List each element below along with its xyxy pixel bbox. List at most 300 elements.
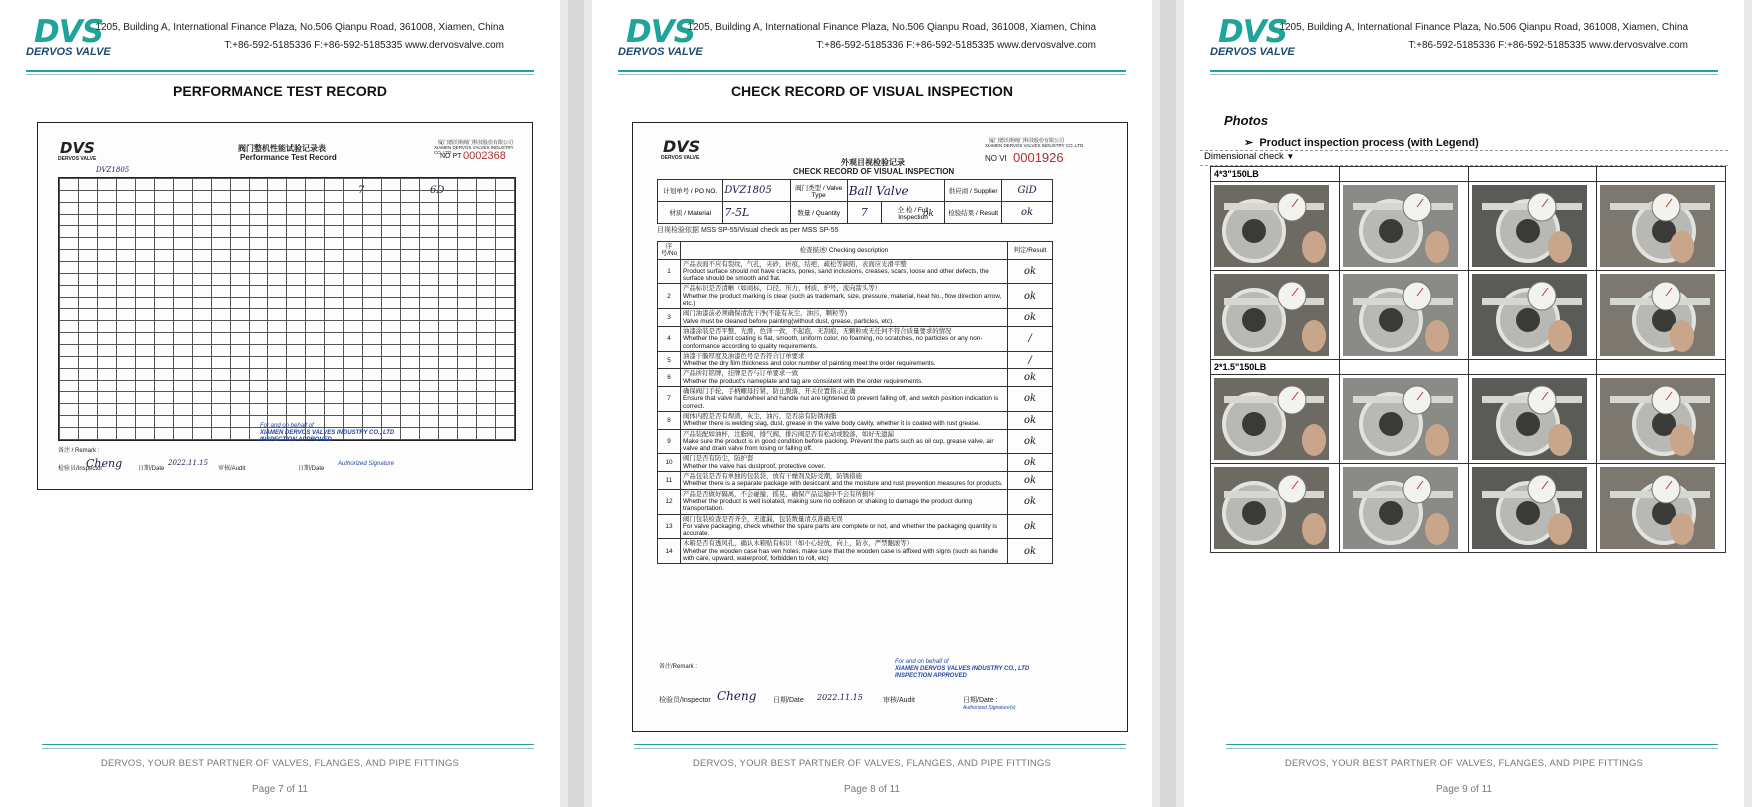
grid-cell (495, 250, 514, 262)
scan-title-en: CHECK RECORD OF VISUAL INSPECTION (793, 167, 955, 176)
inspection-photo (1214, 467, 1329, 549)
grid-cell (382, 297, 401, 309)
grid-cell (495, 333, 514, 345)
grid-cell (60, 392, 79, 404)
grid-cell (439, 285, 458, 297)
scan-title-cn: 阀门整机性能试验记录表 (238, 144, 326, 153)
caliper-photo-illustration (1214, 185, 1329, 267)
item-result: ok (1008, 284, 1053, 309)
scan-logo: DVS (60, 139, 95, 157)
grid-cell (476, 428, 495, 440)
grid-cell (420, 190, 439, 202)
grid-cell (116, 404, 135, 416)
scan-date-label: 日期/Date (773, 697, 804, 704)
item-number: 8 (658, 411, 681, 429)
grid-cell (325, 380, 344, 392)
item-number: 14 (658, 539, 681, 564)
item-result: ok (1008, 489, 1053, 514)
grid-cell (230, 321, 249, 333)
grid-cell (249, 179, 268, 191)
grid-cell (173, 297, 192, 309)
grid-cell (476, 404, 495, 416)
grid-cell (97, 226, 116, 238)
scan-company-cn: 厦门德沃斯阀门科技股份有限公司 (989, 138, 1065, 144)
grid-cell (154, 238, 173, 250)
grid-cell (458, 214, 477, 226)
grid-cell (97, 416, 116, 428)
caliper-photo-illustration (1214, 378, 1329, 460)
result-value: ok (1002, 202, 1053, 224)
caliper-photo-illustration (1214, 467, 1329, 549)
item-result: ok (1008, 429, 1053, 454)
item-number: 1 (658, 259, 681, 284)
grid-cell (249, 321, 268, 333)
grid-cell (306, 238, 325, 250)
page-gutter (1160, 0, 1176, 807)
checking-item-row (658, 454, 1053, 472)
photo-cell (1211, 271, 1340, 360)
checking-item-row (658, 259, 1053, 284)
photo-cell (1211, 375, 1340, 464)
grid-cell (230, 356, 249, 368)
grid-cell (249, 238, 268, 250)
item-description (681, 387, 1008, 412)
grid-cell (192, 226, 211, 238)
footer-slogan: DERVOS, YOUR BEST PARTNER OF VALVES, FLANGES, AND PIPE FITTINGS (692, 758, 1052, 769)
quantity-label: 数量 / Quantity (790, 202, 847, 224)
grid-cell (173, 356, 192, 368)
grid-cell (116, 202, 135, 214)
caliper-photo-illustration (1343, 274, 1458, 356)
footer-divider (634, 744, 1126, 745)
grid-cell (192, 179, 211, 191)
grid-cell (401, 392, 420, 404)
grid-cell (192, 380, 211, 392)
grid-cell (230, 368, 249, 380)
grid-cell (173, 262, 192, 274)
photos-heading: Photos (1224, 113, 1269, 128)
full-inspection-label: 全 检 / Full Inspection (881, 202, 944, 224)
item-number: 12 (658, 489, 681, 514)
photo-cell (1597, 271, 1726, 360)
grid-cell (135, 262, 154, 274)
item-description (681, 284, 1008, 309)
grid-cell (363, 333, 382, 345)
caliper-photo-illustration (1600, 378, 1715, 460)
logo-subtitle: DERVOS VALVE (618, 46, 703, 58)
grid-cell (382, 392, 401, 404)
grid-cell (135, 297, 154, 309)
scan-date-label: 日期/Date (138, 466, 165, 472)
grid-cell (154, 392, 173, 404)
grid-cell (230, 202, 249, 214)
grid-cell (476, 273, 495, 285)
scan-po-no: DVZ1805 (96, 166, 130, 174)
grid-cell (439, 273, 458, 285)
inspection-photo (1600, 467, 1715, 549)
grid-cell (382, 250, 401, 262)
grid-cell (344, 309, 363, 321)
grid-cell (249, 380, 268, 392)
grid-cell (458, 309, 477, 321)
grid-cell (325, 345, 344, 357)
inspection-photo (1343, 274, 1458, 356)
grid-cell (382, 226, 401, 238)
footer-divider (1226, 744, 1718, 745)
item-description-cn: 产品是否做好隔离，不会碰撞，摇晃，确保产品运输中不会有所损坏 (683, 490, 875, 498)
result-label: 检验结果 / Result (945, 202, 1002, 224)
grid-cell (495, 404, 514, 416)
grid-cell (211, 368, 230, 380)
grid-cell (382, 285, 401, 297)
grid-cell (363, 190, 382, 202)
grid-cell (495, 297, 514, 309)
grid-cell (382, 333, 401, 345)
company-contact: T:+86-592-5185336 F:+86-592-5185335 www.dervosvalve.com (816, 40, 1096, 51)
grid-cell (287, 250, 306, 262)
inspection-photo (1472, 274, 1587, 356)
grid-cell (344, 380, 363, 392)
grid-cell (97, 273, 116, 285)
grid-cell (173, 273, 192, 285)
grid-cell (287, 309, 306, 321)
grid-cell (268, 190, 287, 202)
grid-cell (97, 392, 116, 404)
grid-cell (401, 404, 420, 416)
grid-cell (401, 345, 420, 357)
grid-cell (116, 368, 135, 380)
grid-cell (249, 214, 268, 226)
grid-cell (97, 285, 116, 297)
grid-cell (211, 202, 230, 214)
grid-cell (420, 333, 439, 345)
grid-cell (382, 356, 401, 368)
scan-company-en: XIAMEN DERVOS VALVES INDUSTRY CO.,LTD (434, 145, 514, 155)
grid-cell (97, 250, 116, 262)
grid-cell (344, 179, 363, 191)
grid-cell (116, 190, 135, 202)
grid-cell (287, 345, 306, 357)
photo-cell (1468, 271, 1597, 360)
grid-cell (78, 392, 97, 404)
grid-cell (420, 179, 439, 191)
item-result: ok (1008, 369, 1053, 387)
inspection-info-table (657, 179, 1053, 224)
grid-cell (495, 262, 514, 274)
grid-cell (325, 238, 344, 250)
grid-cell (287, 238, 306, 250)
grid-cell (420, 214, 439, 226)
grid-cell (325, 285, 344, 297)
grid-cell (60, 368, 79, 380)
grid-cell (325, 333, 344, 345)
grid-cell (306, 297, 325, 309)
col-desc-header: 检查描述/ Checking description (681, 242, 1008, 260)
grid-cell (382, 380, 401, 392)
company-contact: T:+86-592-5185336 F:+86-592-5185335 www.dervosvalve.com (224, 40, 504, 51)
grid-cell (135, 392, 154, 404)
grid-cell (401, 416, 420, 428)
grid-cell (249, 404, 268, 416)
col-result-header: 判定/Result (1008, 242, 1053, 260)
item-number: 4 (658, 326, 681, 351)
grid-cell (458, 202, 477, 214)
grid-cell (268, 250, 287, 262)
checking-item-row (658, 411, 1053, 429)
grid-cell (116, 428, 135, 440)
full-inspection-value: ok (923, 209, 934, 219)
grid-cell (458, 285, 477, 297)
grid-cell (495, 285, 514, 297)
photo-group-label-spacer (1597, 167, 1726, 182)
grid-cell (439, 297, 458, 309)
scan-no-label: NO VI (985, 154, 1007, 163)
valve-type-value: Ball Valve (847, 180, 944, 202)
grid-cell (135, 333, 154, 345)
grid-cell (439, 238, 458, 250)
scan-serial-number: 0002368 (463, 150, 506, 162)
grid-cell (173, 179, 192, 191)
grid-cell (287, 368, 306, 380)
grid-cell (154, 428, 173, 440)
grid-cell (230, 297, 249, 309)
caliper-photo-illustration (1343, 467, 1458, 549)
grid-cell (344, 190, 363, 202)
dimensional-check-field[interactable] (1200, 150, 1728, 166)
caliper-photo-illustration (1472, 274, 1587, 356)
page-title: CHECK RECORD OF VISUAL INSPECTION (730, 83, 1014, 99)
grid-cell (135, 179, 154, 191)
item-description-en: Product surface should not have cracks, pores, sand inclusions, creases, scars, loose and other defects, the surface should be smooth and flat. (683, 267, 989, 283)
item-description (681, 454, 1008, 472)
inspection-photo (1343, 467, 1458, 549)
grid-cell (268, 345, 287, 357)
grid-cell (476, 368, 495, 380)
grid-cell (230, 309, 249, 321)
grid-cell (306, 321, 325, 333)
grid-cell (344, 238, 363, 250)
grid-cell (78, 285, 97, 297)
photo-cell (1597, 182, 1726, 271)
header-divider (1210, 70, 1718, 72)
grid-cell (135, 416, 154, 428)
grid-cell (249, 226, 268, 238)
checking-item-row (658, 351, 1053, 369)
grid-cell (325, 392, 344, 404)
grid-cell (268, 297, 287, 309)
grid-cell (154, 250, 173, 262)
grid-cell (476, 238, 495, 250)
grid-cell (78, 226, 97, 238)
grid-cell (116, 238, 135, 250)
dropdown-arrow-icon[interactable]: ▼ (1286, 152, 1295, 161)
caliper-photo-illustration (1472, 185, 1587, 267)
item-description-en: Whether the paint coating is flat, smooth, uniform color, no foaming, no scratches, no particles or any non-conformance according to quality requirements. (683, 335, 983, 350)
grid-cell (211, 190, 230, 202)
item-description-cn: 木箱是否有透风孔，确认木箱贴有标识（如小心轻放，向上，防水，严禁翻滚等） (683, 540, 914, 548)
grid-cell (363, 392, 382, 404)
page-number: Page 9 of 11 (1436, 784, 1492, 795)
grid-cell (192, 250, 211, 262)
grid-cell (344, 416, 363, 428)
scan-date2-label: 日期/Date : (963, 697, 998, 704)
grid-cell (382, 404, 401, 416)
photos-bullet-text: Product inspection process (with Legend) (1259, 137, 1479, 149)
caliper-photo-illustration (1600, 467, 1715, 549)
grid-cell (363, 404, 382, 416)
grid-cell (116, 297, 135, 309)
grid-cell (211, 380, 230, 392)
grid-cell (495, 179, 514, 191)
item-description-cn: 产品包装是否有单独的包装袋，放有干燥剂及防受潮，防锈措施 (683, 473, 862, 481)
grid-cell (192, 238, 211, 250)
grid-cell (60, 250, 79, 262)
grid-cell (382, 309, 401, 321)
scan-auth-label: Authorized Signature (338, 461, 395, 467)
grid-cell (211, 392, 230, 404)
photo-cell (1211, 182, 1340, 271)
grid-cell (268, 262, 287, 274)
grid-cell (344, 321, 363, 333)
company-logo (618, 14, 718, 60)
grid-cell (173, 309, 192, 321)
scan-inspector-signature: Cheng (717, 689, 757, 703)
grid-cell (458, 380, 477, 392)
item-description (681, 351, 1008, 369)
grid-cell (192, 214, 211, 226)
checking-item-row (658, 284, 1053, 309)
inspection-photo (1600, 185, 1715, 267)
item-description-en: Ensure that valve handwheel and handle nut are tightened to prevent falling off, and switch position indication is correct. (683, 395, 999, 410)
grid-cell (211, 297, 230, 309)
grid-cell (382, 368, 401, 380)
grid-cell (458, 404, 477, 416)
grid-cell (306, 190, 325, 202)
document-page-9 (1184, 0, 1744, 807)
item-number: 9 (658, 429, 681, 454)
grid-cell (268, 273, 287, 285)
grid-cell (458, 416, 477, 428)
inspection-photo-table (1210, 166, 1726, 553)
grid-cell (287, 202, 306, 214)
grid-cell (420, 262, 439, 274)
checking-item-row (658, 514, 1053, 539)
grid-cell (135, 404, 154, 416)
scan-date: 2022.11.15 (168, 459, 209, 467)
grid-cell (173, 392, 192, 404)
grid-cell (325, 226, 344, 238)
grid-cell (135, 309, 154, 321)
po-label: 计划单号 / PO NO. (658, 180, 723, 202)
grid-cell (401, 238, 420, 250)
grid-cell (344, 297, 363, 309)
company-logo (26, 14, 126, 60)
photo-group-label: 4*3"150LB (1211, 167, 1340, 182)
grid-cell (249, 368, 268, 380)
grid-cell (173, 404, 192, 416)
photo-group-label-spacer (1339, 167, 1468, 182)
grid-cell (135, 190, 154, 202)
grid-cell (439, 214, 458, 226)
grid-cell (363, 321, 382, 333)
grid-cell (420, 226, 439, 238)
grid-cell (476, 345, 495, 357)
grid-cell (287, 190, 306, 202)
checking-item-row (658, 369, 1053, 387)
grid-cell (495, 190, 514, 202)
grid-cell (476, 297, 495, 309)
grid-cell (325, 297, 344, 309)
company-address: 1205, Building A, International Finance Plaza, No.506 Qianpu Road, 361008, Xiamen, China (687, 22, 1096, 33)
grid-cell (495, 226, 514, 238)
stamp-line-2: XIAMEN DERVOS VALVES INDUSTRY CO., LTD (260, 430, 395, 436)
checking-item-row (658, 539, 1053, 564)
grid-cell (249, 309, 268, 321)
grid-cell (135, 214, 154, 226)
item-description-en: Whether the valve has dustproof, protective cover. (683, 462, 826, 470)
col-no-header: 序号/No (658, 242, 681, 260)
logo-mark: DVS (626, 14, 696, 50)
grid-cell (97, 333, 116, 345)
grid-cell (287, 214, 306, 226)
grid-cell (230, 226, 249, 238)
grid-cell (476, 321, 495, 333)
photo-cell (1597, 375, 1726, 464)
grid-cell (306, 345, 325, 357)
grid-cell (439, 416, 458, 428)
grid-cell (495, 356, 514, 368)
grid-cell (495, 321, 514, 333)
grid-cell (78, 368, 97, 380)
grid-cell (97, 380, 116, 392)
photo-group-label-spacer (1468, 167, 1597, 182)
grid-cell (154, 297, 173, 309)
grid-cell (135, 250, 154, 262)
grid-cell (439, 321, 458, 333)
scan-remark-label: 备注/Remark : (659, 664, 698, 670)
grid-cell (476, 285, 495, 297)
scan-serial-number: 0001926 (1013, 150, 1064, 165)
grid-cell (173, 368, 192, 380)
grid-cell (268, 285, 287, 297)
grid-cell (401, 297, 420, 309)
grid-cell (439, 309, 458, 321)
grid-cell (287, 321, 306, 333)
grid-cell (458, 392, 477, 404)
item-result: ok (1008, 539, 1053, 564)
checking-item-row (658, 387, 1053, 412)
grid-cell (60, 190, 79, 202)
valve-type-label: 阀门类型 / Valve Type (790, 180, 847, 202)
grid-cell (192, 428, 211, 440)
grid-cell (249, 345, 268, 357)
grid-cell (78, 356, 97, 368)
grid-cell (268, 321, 287, 333)
item-number: 7 (658, 387, 681, 412)
grid-cell (211, 250, 230, 262)
grid-cell (173, 226, 192, 238)
grid-cell (458, 250, 477, 262)
grid-cell (287, 285, 306, 297)
grid-cell (363, 202, 382, 214)
grid-cell (97, 321, 116, 333)
item-description-en: Make sure the product is in good condition before packing. Prevent the parts such as oil cup, grease valve, air valve and drain valve from losing or falling off. (683, 437, 994, 453)
grid-cell (382, 238, 401, 250)
caliper-photo-illustration (1600, 274, 1715, 356)
photo-group-label-spacer (1468, 360, 1597, 375)
grid-cell (268, 202, 287, 214)
arrow-bullet-icon: ➢ (1244, 137, 1254, 149)
